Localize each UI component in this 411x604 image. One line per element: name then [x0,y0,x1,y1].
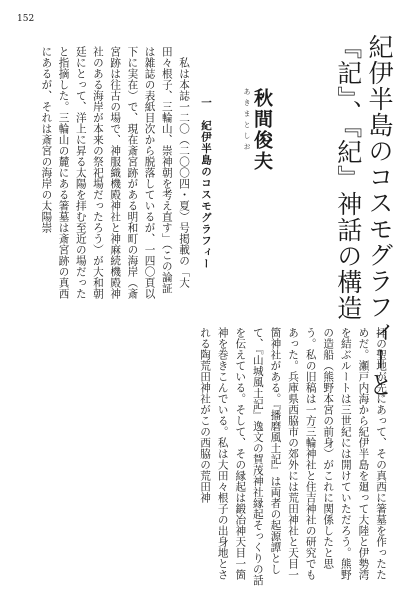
body-text-lower [19,327,389,589]
title-line-1: 紀伊半島のコスモグラフィーと [365,34,394,398]
paragraph-lower: 拝の聖地が先にあって、その真西に箸墓を作ったためだ。瀬戸内海から紀伊半島を廻って大陸と伊勢湾を結ぶルートは三世紀には開けていただろう。熊野の造船（熊野本宮の前身）がこれに関係したと思う。私の旧稿は一方三輪神社と住吉神社の研究でもあった。兵庫県西脇市の郊外には荒田神社と天目一箇神社がある。『播磨風土記』は両者の起源譚として、『山城風土記』逸文の賀茂神社縁起そっくりの話を伝えている。そして、その縁起は鍛冶神天目一箇神を巻きこんでいる。私は大田々根子の出身地とされる陶荒田神社がこの西脇の荒田神 [199,327,387,586]
paragraph-upper: 私は本誌一二〇（二〇〇四・夏）号掲載の「大田々根子、三輪山、崇神朝を考え直す」（この論証は雑誌の表紙目次から脱落しているが、一四〇頁以下に実在）で、現在斎宮跡がある明和町の海岸（斎宮跡は往古の場で、神服織機殿神社と神麻続機殿神社のある海岸が本来の祭祀場だったろう）が大和朝廷にとって、洋上に昇る太陽を拝む至近の場だったと指摘した。三輪山の麓にある箸墓は斎宮跡の真西にあるが、それは斎宮の海岸の太陽崇 [40,46,190,299]
author-name: 秋間俊夫 [251,88,273,172]
body-text-upper [10,46,192,301]
page-number: 152 [17,14,35,24]
title-line-2: 『記』、『紀』神話の構造 [333,34,363,321]
section-heading: 一 紀伊半島のコスモグラフィー [200,97,212,270]
author-ruby: あきまとしお [243,88,251,154]
